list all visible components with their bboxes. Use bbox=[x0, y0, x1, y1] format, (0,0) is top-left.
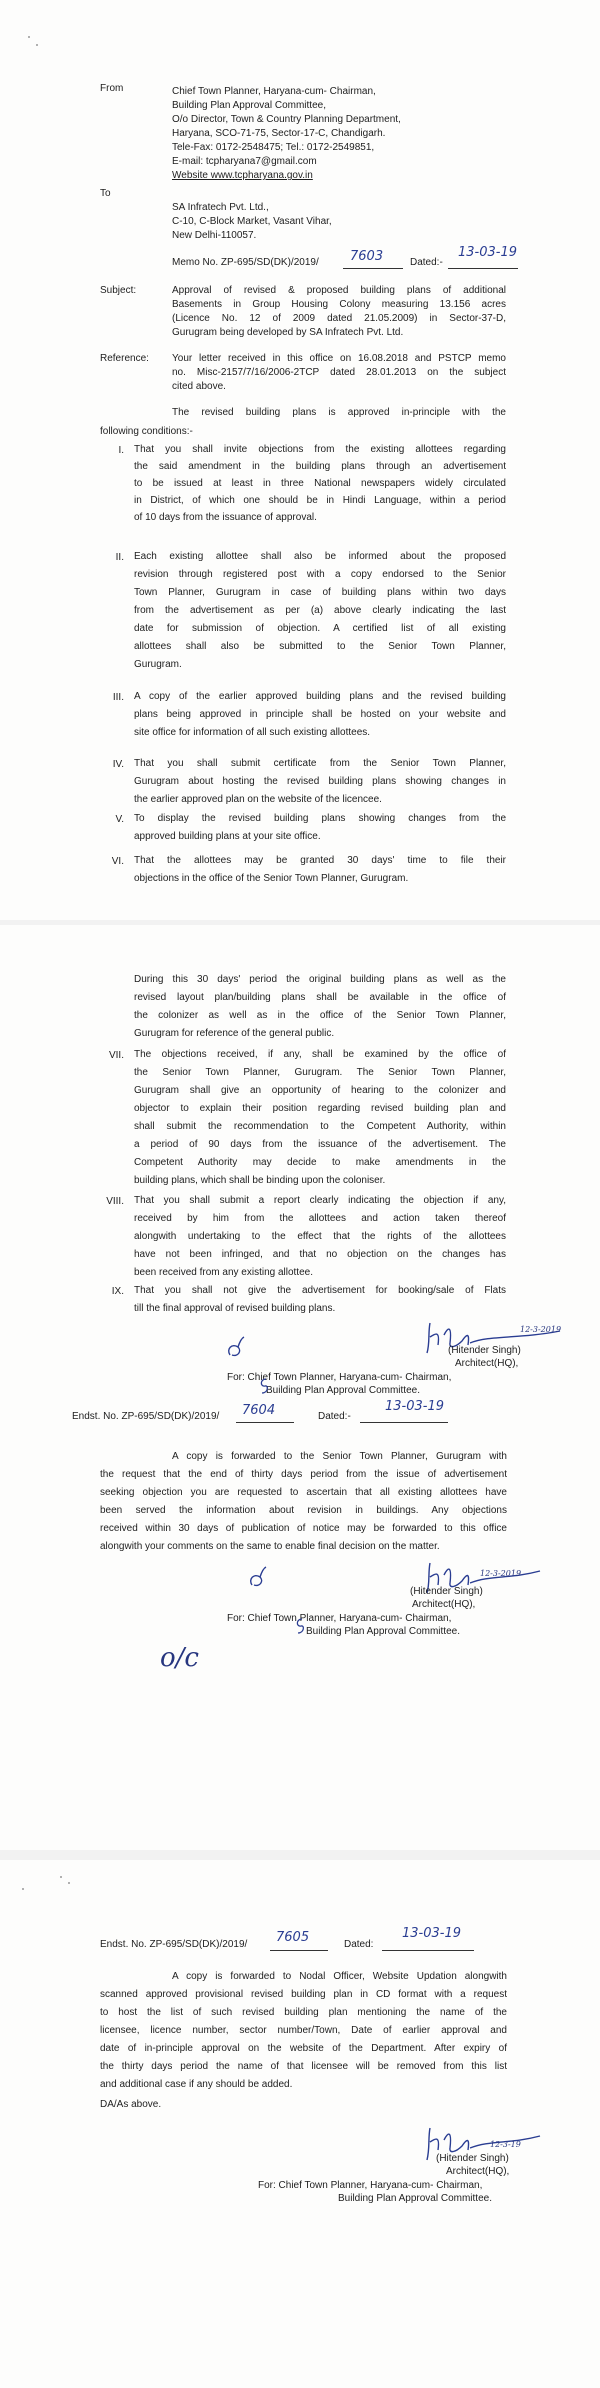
endorsement-dated-label: Dated:- bbox=[318, 1411, 351, 1422]
condition-line: the said amendment in the building plans through an advertisement bbox=[134, 461, 506, 472]
scan-speck bbox=[22, 1888, 24, 1890]
memo-dated-label: Dated:- bbox=[410, 257, 443, 268]
reference-line: cited above. bbox=[172, 381, 226, 392]
endorsement-line: and additional case if any should be added. bbox=[100, 2079, 293, 2090]
continuation-line: revised layout plan/building plans shall be available in the office of bbox=[134, 992, 506, 1003]
endorsement-date-line bbox=[382, 1950, 474, 1951]
condition-line: been received from any existing allottee. bbox=[134, 1267, 313, 1278]
endorsement-line: been served the information about revision in buildings. Any objections bbox=[100, 1505, 507, 1516]
condition-line: objector to explain their position regarding revised building plan and bbox=[134, 1103, 506, 1114]
subject-line: Approval of revised & proposed building plans of additional bbox=[172, 285, 506, 296]
condition-line: the Senior Town Planner, Gurugram. The Senior Town Planner, bbox=[134, 1067, 506, 1078]
condition-line: date for submission of objection. A certified list of all existing bbox=[134, 623, 506, 634]
endorsement-date-line bbox=[360, 1422, 448, 1423]
continuation-line: the colonizer as well as in the office of the Senior Town Planner, bbox=[134, 1010, 506, 1021]
condition-line: That the allottees may be granted 30 days' time to file their bbox=[134, 855, 506, 866]
scan-speck bbox=[60, 1876, 62, 1878]
signature-date: 12-3-19 bbox=[490, 2140, 521, 2149]
endorsement-number-handwritten: 7605 bbox=[276, 1930, 310, 1945]
condition-line: building plans, which shall be binding upon the coloniser. bbox=[134, 1175, 386, 1186]
page-separator bbox=[0, 1850, 600, 1860]
intro-line: following conditions:- bbox=[100, 426, 193, 437]
for-line: Building Plan Approval Committee. bbox=[338, 2193, 492, 2204]
memo-number-prefix: Memo No. ZP-695/SD(DK)/2019/ bbox=[172, 257, 319, 268]
initial-mark bbox=[244, 1565, 274, 1595]
condition-line: till the final approval of revised building plans. bbox=[134, 1303, 336, 1314]
condition-number: V. bbox=[115, 814, 124, 825]
letter-page-3 bbox=[0, 1860, 600, 2388]
condition-line: Town Planner, Gurugram in case of building plans within two days bbox=[134, 587, 506, 598]
from-line: Haryana, SCO-71-75, Sector-17-C, Chandigarh. bbox=[172, 128, 386, 139]
endorsement-line: the thirty days period the name of that licensee will be removed from this list bbox=[100, 2061, 507, 2072]
from-website: Website www.tcpharyana.gov.in bbox=[172, 170, 313, 181]
subject-line: Basements in Group Housing Colony measuring 13.156 acres bbox=[172, 299, 506, 310]
signatory-name: (Hitender Singh) bbox=[448, 1345, 521, 1356]
condition-line: alongwith undertaking to the effect that the rights of the allottees bbox=[134, 1231, 506, 1242]
condition-line: have not been infringed, and that no objection on the changes has bbox=[134, 1249, 506, 1260]
endorsement-line: seeking objection you are requested to ascertain that all existing allottees have bbox=[100, 1487, 507, 1498]
condition-line: Gurugram shall give an opportunity of hearing to the colonizer and bbox=[134, 1085, 506, 1096]
reference-label: Reference: bbox=[100, 353, 149, 364]
condition-line: to be issued at least in three National newspapers widely circulated bbox=[134, 478, 506, 489]
condition-line: revision through registered post with a copy endorsed to the Senior bbox=[134, 569, 506, 580]
endorsement-number-line bbox=[270, 1950, 328, 1951]
condition-line: Gurugram about hosting the revised building plans showing changes in bbox=[134, 776, 506, 787]
initial-mark bbox=[222, 1335, 252, 1365]
from-line: Tele-Fax: 0172-2548475; Tel.: 0172-2549851, bbox=[172, 142, 375, 153]
to-line: SA Infratech Pvt. Ltd., bbox=[172, 202, 269, 213]
condition-number: VI. bbox=[111, 856, 124, 867]
from-email: E-mail: tcpharyana7@gmail.com bbox=[172, 156, 317, 167]
condition-line: a period of 90 days from the issuance of the advertisement. The bbox=[134, 1139, 506, 1150]
endorsement-line: alongwith your comments on the same to enable final decision on the matter. bbox=[100, 1541, 440, 1552]
endorsement-number-prefix: Endst. No. ZP-695/SD(DK)/2019/ bbox=[72, 1411, 220, 1422]
endorsement-dated-label: Dated: bbox=[344, 1939, 374, 1950]
condition-number: I. bbox=[118, 445, 124, 456]
condition-line: Gurugram. bbox=[134, 659, 182, 670]
memo-number-handwritten: 7603 bbox=[350, 249, 384, 264]
initial-handwritten: o/c bbox=[160, 1643, 199, 1673]
from-line: Chief Town Planner, Haryana-cum- Chairman, bbox=[172, 86, 376, 97]
endorsement-number-handwritten: 7604 bbox=[242, 1403, 276, 1418]
from-line: Building Plan Approval Committee, bbox=[172, 100, 326, 111]
da-line: DA/As above. bbox=[100, 2099, 162, 2110]
endorsement-line: A copy is forwarded to Nodal Officer, Website Updation alongwith bbox=[172, 1971, 507, 1982]
scan-speck bbox=[68, 1882, 70, 1884]
endorsement-line: A copy is forwarded to the Senior Town Planner, Gurugram with bbox=[172, 1451, 507, 1462]
condition-line: shall submit the recommendation to the Competent Authority, within bbox=[134, 1121, 506, 1132]
intro-line: The revised building plans is approved in-principle with the bbox=[172, 407, 506, 418]
endorsement-date-handwritten: 13-03-19 bbox=[402, 1926, 462, 1941]
subject-label: Subject: bbox=[100, 285, 137, 296]
condition-line: from the advertisement as per (a) above clearly indicating the last bbox=[134, 605, 506, 616]
endorsement-line: licensee, licence number, sector number/Town, Date of earlier approval and bbox=[100, 2025, 507, 2036]
condition-line: That you shall submit certificate from the Senior Town Planner, bbox=[134, 758, 506, 769]
condition-line: objections in the office of the Senior Town Planner, Gurugram. bbox=[134, 873, 409, 884]
condition-line: of 10 days from the issuance of approval. bbox=[134, 512, 317, 523]
pen-tick-mark bbox=[292, 1615, 308, 1637]
memo-date-line bbox=[448, 268, 518, 269]
to-label: To bbox=[100, 188, 111, 199]
endorsement-number-prefix: Endst. No. ZP-695/SD(DK)/2019/ bbox=[100, 1939, 248, 1950]
from-label: From bbox=[100, 83, 124, 94]
for-line: Building Plan Approval Committee. bbox=[266, 1385, 420, 1396]
condition-line: Competent Authority may decide to make amendments in the bbox=[134, 1157, 506, 1168]
memo-number-line bbox=[343, 268, 403, 269]
subject-line: Gurugram being developed by SA Infratech Pvt. Ltd. bbox=[172, 327, 404, 338]
condition-line: in District, of which one should be in Hindi Language, within a period bbox=[134, 495, 506, 506]
condition-line: That you shall submit a report clearly indicating the objection if any, bbox=[134, 1195, 506, 1206]
letter-page-2 bbox=[0, 925, 600, 1850]
signatory-name: (Hitender Singh) bbox=[436, 2153, 509, 2164]
endorsement-line: scanned approved provisional revised building plan in CD format with a request bbox=[100, 1989, 507, 2000]
signatory-title: Architect(HQ), bbox=[412, 1599, 476, 1610]
condition-line: approved building plans at your site office. bbox=[134, 831, 321, 842]
reference-line: Your letter received in this office on 16.08.2018 and PSTCP memo bbox=[172, 353, 506, 364]
signatory-title: Architect(HQ), bbox=[455, 1358, 519, 1369]
endorsement-number-line bbox=[236, 1422, 294, 1423]
condition-number: VII. bbox=[108, 1050, 124, 1061]
for-line: For: Chief Town Planner, Haryana-cum- Chairman, bbox=[227, 1372, 452, 1383]
endorsement-line: received within 30 days of publication of notice may be forwarded to this office bbox=[100, 1523, 507, 1534]
signatory-name: (Hitender Singh) bbox=[410, 1586, 483, 1597]
endorsement-line: date of in-principle approval on the website of the Department. After expiry of bbox=[100, 2043, 507, 2054]
continuation-line: During this 30 days' period the original building plans as well as the bbox=[134, 974, 506, 985]
condition-line: To display the revised building plans showing changes from the bbox=[134, 813, 506, 824]
for-line: For: Chief Town Planner, Haryana-cum- Chairman, bbox=[227, 1613, 452, 1624]
condition-line: received by him from the allottees and action taken thereof bbox=[134, 1213, 506, 1224]
signature-date: 12-3-2019 bbox=[520, 1325, 562, 1334]
condition-number: II. bbox=[115, 552, 124, 563]
for-line: Building Plan Approval Committee. bbox=[306, 1626, 460, 1637]
to-line: C-10, C-Block Market, Vasant Vihar, bbox=[172, 216, 332, 227]
signatory-title: Architect(HQ), bbox=[446, 2166, 510, 2177]
reference-line: no. Misc-2157/7/16/2006-2TCP dated 28.01.2013 on the subject bbox=[172, 367, 506, 378]
to-line: New Delhi-110057. bbox=[172, 230, 257, 241]
endorsement-line: to host the list of such revised building plan mentioning the name of the bbox=[100, 2007, 507, 2018]
condition-line: plans being approved in principle shall be hosted on your website and bbox=[134, 709, 506, 720]
condition-line: That you shall not give the advertisement for booking/sale of Flats bbox=[134, 1285, 506, 1296]
condition-line: the earlier approved plan on the website of the licencee. bbox=[134, 794, 382, 805]
condition-number: VIII. bbox=[106, 1196, 124, 1207]
endorsement-date-handwritten: 13-03-19 bbox=[385, 1399, 445, 1414]
for-line: For: Chief Town Planner, Haryana-cum- Chairman, bbox=[258, 2180, 483, 2191]
from-line: O/o Director, Town & Country Planning Department, bbox=[172, 114, 401, 125]
condition-line: The objections received, if any, shall be examined by the office of bbox=[134, 1049, 506, 1060]
condition-number: III. bbox=[112, 692, 124, 703]
signature-date: 12-3-2019 bbox=[480, 1569, 522, 1578]
condition-number: IX. bbox=[111, 1286, 124, 1297]
subject-line: (Licence No. 12 of 2009 dated 21.05.2009) in Sector-37-D, bbox=[172, 313, 506, 324]
condition-number: IV. bbox=[112, 759, 124, 770]
scan-speck bbox=[28, 36, 30, 38]
letter-page-1 bbox=[0, 0, 600, 920]
condition-line: That you shall invite objections from the existing allottees regarding bbox=[134, 444, 506, 455]
condition-line: A copy of the earlier approved building plans and the revised building bbox=[134, 691, 506, 702]
condition-line: site office for information of all such existing allottees. bbox=[134, 727, 371, 738]
pen-tick-mark bbox=[256, 1375, 272, 1397]
condition-line: allottees shall also be submitted to the Senior Town Planner, bbox=[134, 641, 506, 652]
continuation-line: Gurugram for reference of the general public. bbox=[134, 1028, 335, 1039]
condition-line: Each existing allottee shall also be informed about the proposed bbox=[134, 551, 506, 562]
scan-speck bbox=[36, 44, 38, 46]
memo-date-handwritten: 13-03-19 bbox=[458, 245, 518, 260]
endorsement-line: the request that the end of thirty days period from the issue of advertisement bbox=[100, 1469, 507, 1480]
